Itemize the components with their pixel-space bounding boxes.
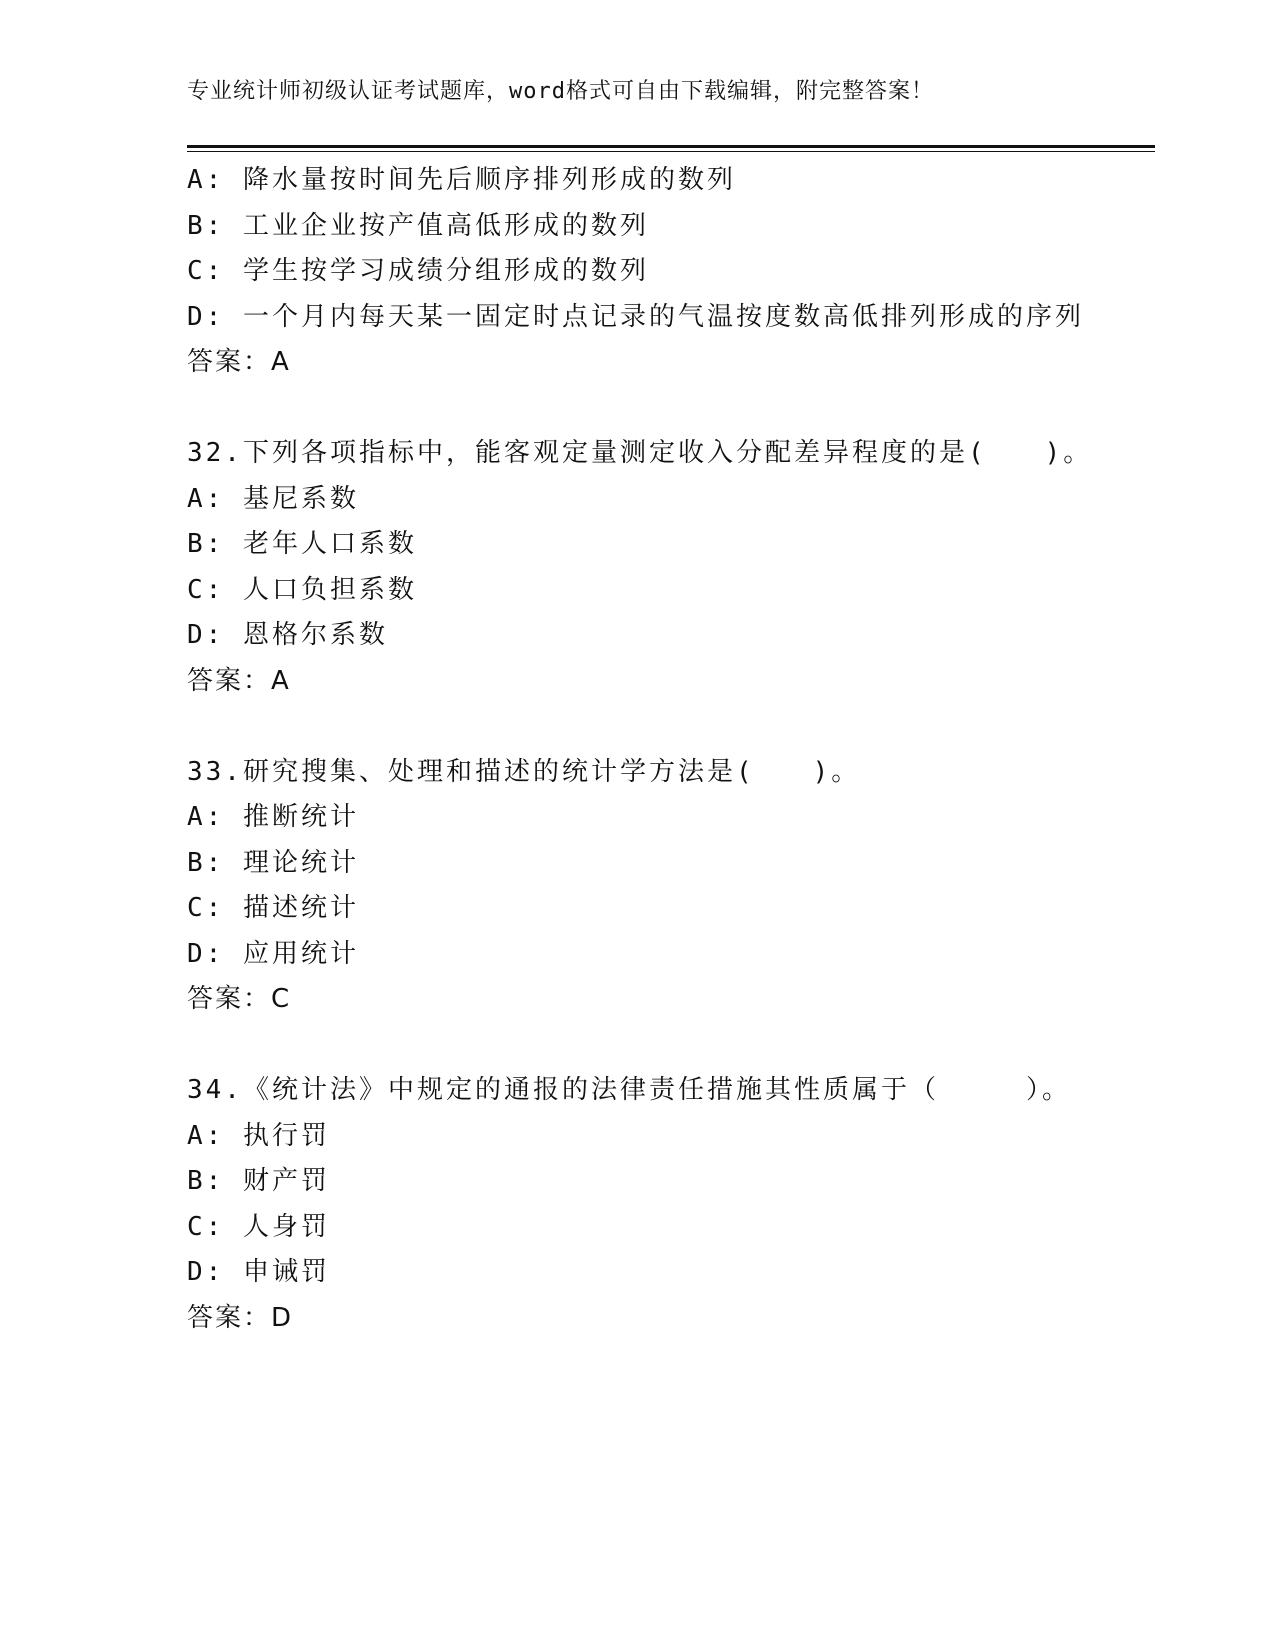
- option-d: D: 一个月内每天某一固定时点记录的气温按度数高低排列形成的序列: [187, 301, 1084, 332]
- option-d: D: 申诫罚: [187, 1257, 330, 1287]
- option-d: D: 应用统计: [187, 938, 359, 969]
- question-text: 33.研究搜集、处理和描述的统计学方法是( )。: [187, 756, 861, 787]
- page-header-text: 专业统计师初级认证考试题库，word格式可自由下载编辑，附完整答案！: [187, 79, 934, 104]
- option-c: C: 描述统计: [187, 893, 359, 923]
- question-text: 32.下列各项指标中，能客观定量测定收入分配差异程度的是( )。: [187, 438, 1093, 468]
- answer-line: 答案：A: [187, 665, 291, 696]
- spacer: [187, 704, 1155, 750]
- option-b: B: 工业企业按产值高低形成的数列: [187, 210, 649, 241]
- answer-line: 答案：A: [187, 347, 291, 377]
- option-d: D: 恩格尔系数: [187, 620, 388, 650]
- option-c: C: 人身罚: [187, 1211, 330, 1242]
- option-a: A: 降水量按时间先后顺序排列形成的数列: [187, 165, 736, 195]
- question-33: [187, 750, 1155, 1023]
- answer-line: 答案：C: [187, 984, 292, 1014]
- question-list: [187, 158, 1155, 1341]
- spacer: [187, 386, 1155, 432]
- question-32: [187, 431, 1155, 704]
- question-text: 34.《统计法》中规定的通报的法律责任措施其性质属于（ ）。: [187, 1075, 1071, 1105]
- answer-line: 答案：D: [187, 1302, 294, 1333]
- option-a: A: 执行罚: [187, 1120, 330, 1151]
- option-a: A: 推断统计: [187, 802, 359, 832]
- question-34: [187, 1068, 1155, 1341]
- header-rule-thin: [187, 151, 1155, 152]
- header-rule-thick: [187, 145, 1155, 148]
- option-b: B: 财产罚: [187, 1166, 330, 1196]
- option-c: C: 人口负担系数: [187, 574, 417, 605]
- option-b: B: 理论统计: [187, 847, 359, 878]
- spacer: [187, 1023, 1155, 1069]
- question-31: [187, 158, 1155, 386]
- option-c: C: 学生按学习成绩分组形成的数列: [187, 256, 649, 286]
- option-b: B: 老年人口系数: [187, 529, 417, 559]
- option-a: A: 基尼系数: [187, 483, 359, 514]
